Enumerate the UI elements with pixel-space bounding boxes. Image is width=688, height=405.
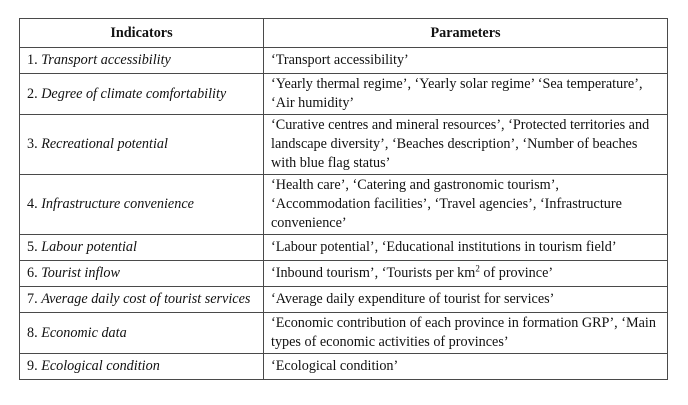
indicator-cell <box>20 313 264 354</box>
indicator-number: 2. <box>27 85 38 102</box>
parameters-text: ‘Inbound tourism’, ‘Tourists per km <box>271 265 476 281</box>
indicator-name: Infrastructure convenience <box>41 196 194 212</box>
indicator-name: Labour potential <box>41 239 137 255</box>
table-row <box>20 74 668 115</box>
indicator-cell <box>20 175 264 235</box>
table-row <box>20 48 668 74</box>
indicator-number: 1. <box>27 52 38 68</box>
indicator-number: 8. <box>27 324 38 341</box>
indicator-cell <box>20 287 264 313</box>
indicators-table <box>19 18 668 380</box>
parameters-cell: ‘Health care’, ‘Catering and gastronomic tourism’, ‘Accommodation facilities’, ‘Travel agencies’, ‘Infrastructure convenience’ <box>264 175 668 235</box>
table-row <box>20 175 668 235</box>
indicator-cell <box>20 74 264 115</box>
parameters-cell: ‘Average daily expenditure of tourist for services’ <box>264 287 668 313</box>
indicator-name: Average daily cost of tourist services <box>41 291 251 307</box>
parameters-cell: ‘Yearly thermal regime’, ‘Yearly solar regime’ ‘Sea temperature’, ‘Air humidity’ <box>264 74 668 115</box>
header-parameters: Parameters <box>264 19 668 48</box>
parameters-cell: ‘Curative centres and mineral resources’, ‘Protected territories and landscape diversity’, ‘Beaches description’, ‘Number of beaches with blue flag status’ <box>264 115 668 175</box>
parameters-cell: ‘Ecological condition’ <box>264 354 668 380</box>
indicator-name: Recreational potential <box>41 136 168 152</box>
indicator-cell <box>20 354 264 380</box>
indicator-number: 4. <box>27 196 38 212</box>
parameters-cell: ‘Transport accessibility’ <box>264 48 668 74</box>
table-row <box>20 287 668 313</box>
parameters-text-tail: of province’ <box>479 265 554 281</box>
header-indicators: Indicators <box>20 19 264 48</box>
indicator-number: 3. <box>27 136 38 152</box>
table-row <box>20 261 668 287</box>
indicator-cell <box>20 261 264 287</box>
indicator-name: Transport accessibility <box>41 52 171 68</box>
indicator-cell <box>20 48 264 74</box>
indicator-name: Economic data <box>41 324 127 341</box>
indicator-number: 5. <box>27 239 38 255</box>
indicator-name: Ecological condition <box>41 358 160 374</box>
indicator-name: Tourist inflow <box>41 265 120 281</box>
indicator-number: 9. <box>27 358 38 374</box>
parameters-cell: ‘Labour potential’, ‘Educational institutions in tourism field’ <box>264 235 668 261</box>
table-row <box>20 354 668 380</box>
parameters-cell <box>264 261 668 287</box>
indicator-cell <box>20 235 264 261</box>
indicator-number: 7. <box>27 291 38 307</box>
indicator-cell <box>20 115 264 175</box>
table-row <box>20 313 668 354</box>
indicator-number: 6. <box>27 265 38 281</box>
parameters-cell: ‘Economic contribution of each province in formation GRP’, ‘Main types of economic activities of provinces’ <box>264 313 668 354</box>
superscript-exponent: 2 <box>475 263 480 274</box>
table-row <box>20 235 668 261</box>
header-row <box>20 19 668 48</box>
table-row <box>20 115 668 175</box>
indicator-name: Degree of climate comfortability <box>41 85 227 102</box>
